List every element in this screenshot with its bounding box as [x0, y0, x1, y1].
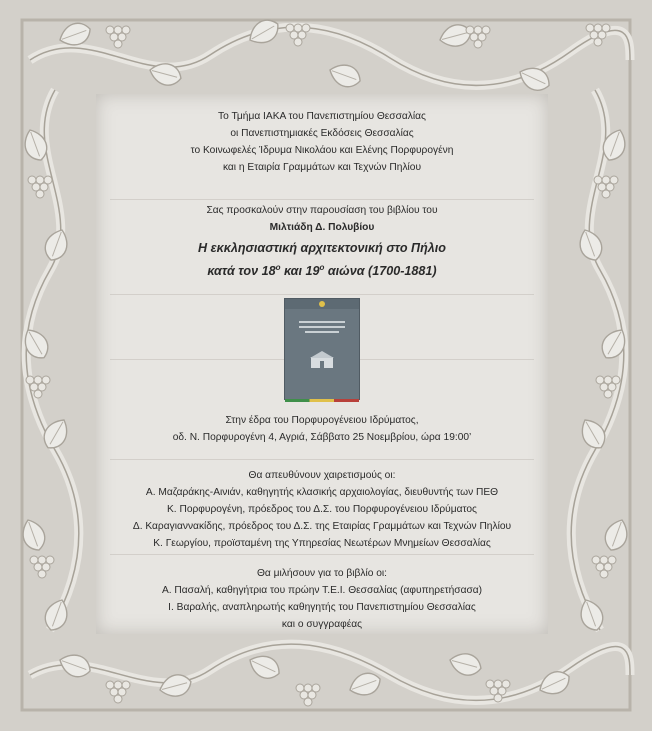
person-name: Κ. Πορφυρογένη,: [167, 504, 246, 515]
person-role: πρόεδρος του Δ.Σ. της Εταιρίας Γραμμάτων και Τεχνών Πηλίου: [225, 521, 512, 532]
person-role: καθηγήτρια του πρώην Τ.Ε.Ι. Θεσσαλίας (αφυπηρετήσασα): [213, 585, 483, 596]
greeting-person: [96, 501, 548, 518]
person-name: Δ. Καραγιαννακίδης,: [132, 521, 226, 532]
cover-color-stripe: [285, 399, 359, 402]
greeting-person: [96, 535, 548, 552]
person-role: αναπληρωτής καθηγητής του Πανεπιστημίου Θεσσαλίας: [219, 602, 476, 613]
book-title-line-2: [96, 258, 548, 281]
cover-title-line: [305, 331, 339, 333]
speakers-block: [96, 565, 548, 633]
title-superscript: ο: [275, 263, 281, 272]
title-text: αιώνα (1700-1881): [324, 264, 437, 279]
cover-title-line: [299, 326, 345, 328]
person-name: Ι. Βαραλής,: [168, 602, 220, 613]
venue-block: [96, 412, 548, 446]
book-cover-image: [284, 298, 360, 400]
person-name: Κ. Γεωργίου,: [153, 538, 212, 549]
greetings-heading: Θα απευθύνουν χαιρετισμούς οι:: [248, 470, 396, 481]
title-text: και 19: [280, 264, 320, 279]
invitation-content: [96, 94, 548, 634]
greetings-block: [96, 467, 548, 552]
venue-line: Στην έδρα του Πορφυρογένειου Ιδρύματος,: [225, 415, 419, 426]
title-superscript: ο: [319, 263, 325, 272]
greeting-person: [96, 518, 548, 535]
venue-line: οδ. Ν. Πορφυρογένη 4, Αγριά, Σάββατο 25 Νοεμβρίου, ώρα 19:00’: [172, 432, 472, 443]
cover-title-line: [299, 321, 345, 323]
church-drawing-icon: [309, 349, 335, 369]
speakers-heading: Θα μιλήσουν για το βιβλίο οι:: [256, 568, 388, 579]
invitation-text: Σας προσκαλούν στην παρουσίαση του βιβλίου του: [206, 205, 438, 216]
speaker-person: [96, 599, 548, 616]
author-name: Μιλτιάδη Δ. Πολυβίου: [269, 222, 375, 233]
organizer-line: Το Τμήμα ΙΑΚΑ του Πανεπιστημίου Θεσσαλίας: [218, 111, 426, 122]
person-name: Α. Πασαλή,: [161, 585, 214, 596]
person-name: Α. Μαζαράκης-Αινιάν,: [145, 487, 244, 498]
book-title: [96, 238, 548, 281]
person-role: προϊσταμένη της Υπηρεσίας Νεωτέρων Μνημείων Θεσσαλίας: [211, 538, 491, 549]
greeting-person: [96, 484, 548, 501]
title-text: κατά τον 18: [207, 264, 276, 279]
person-role: καθηγητής κλασικής αρχαιολογίας, διευθυντής των ΠΕΘ: [243, 487, 499, 498]
publisher-emblem-icon: [319, 301, 325, 307]
speaker-person: [96, 582, 548, 599]
organizer-line: το Κοινωφελές Ίδρυμα Νικολάου και Ελένης Πορφυρογένη: [190, 145, 454, 156]
speakers-closing: και ο συγγραφέας: [281, 619, 363, 630]
person-role: πρόεδρος του Δ.Σ. του Πορφυρογένειου Ιδρύματος: [245, 504, 477, 515]
book-title-line-1: Η εκκλησιαστική αρχιτεκτονική στο Πήλιο: [197, 241, 446, 255]
organizer-line: και η Εταιρία Γραμμάτων και Τεχνών Πηλίου: [222, 162, 422, 173]
organizer-line: οι Πανεπιστημιακές Εκδόσεις Θεσσαλίας: [230, 128, 414, 139]
invitation-block: [96, 202, 548, 236]
organizers-block: [96, 108, 548, 176]
